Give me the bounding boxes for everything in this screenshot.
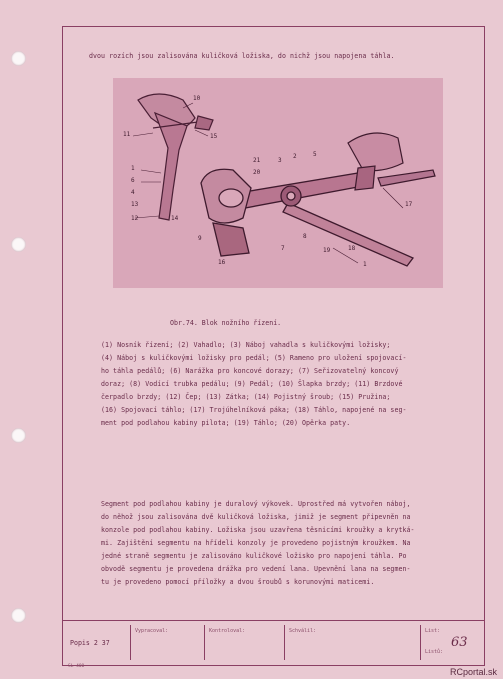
figure-label: 10 [193,95,201,102]
figure-label: 1 [131,165,135,172]
figure-label: 16 [218,259,226,266]
figure-label: 7 [281,245,285,252]
figure-label: 3 [278,157,282,164]
body-line: do něhož jsou zalisována dvě kuličková ložiska, jimiž je segment připevněn na [101,513,411,521]
figure-label: 18 [348,245,356,252]
figure-label: 12 [131,215,139,222]
figure-label: 4 [131,189,135,196]
figure-label: 13 [131,201,139,208]
figure-label: 11 [123,131,131,138]
body-line: obvodě segmentu je provedena drážka pro vedení lana. Upevnění lana na segmen- [101,565,411,573]
legend-line: doraz; (8) Vodící trubka pedálu; (9) Pedál; (10) Šlapka brzdy; (11) Brzdové [101,380,403,388]
body-line: mi. Zajištění segmentu na hřídeli konzoly je provedeno pojistným kroužkem. Na [101,539,411,547]
punch-hole [11,237,26,252]
corner-mark: SL 400 [68,664,85,669]
page-number: 63 [451,635,468,650]
legend-line: čerpadlo brzdy; (12) Čep; (13) Zátka; (14) Pojistný šroub; (15) Pružina; [101,393,391,401]
figure-label: 9 [198,235,202,242]
figure-caption: Obr.74. Blok nožního řízení. [170,319,282,327]
figure-label: 20 [253,169,261,176]
figure-label: 19 [323,247,331,254]
vypracoval-label: Vypracoval: [135,628,169,634]
figure-label: 2 [293,153,297,160]
title-block-divider [62,620,485,621]
figure-label: 14 [171,215,179,222]
pedal-block-drawing [113,78,443,288]
legend-line: (16) Spojovací táhlo; (17) Trojúhelníková páka; (18) Táhlo, napojené na seg- [101,406,407,414]
kontroloval-cell [204,625,275,660]
vypracoval-cell [130,625,193,660]
body-line: tu je provedeno pomocí příložky a dvou šroubů s korunovými maticemi. [101,578,375,586]
sheet-cell [420,625,486,660]
listu-label: Listů: [425,649,444,655]
legend-line: (1) Nosník řízení; (2) Vahadlo; (3) Náboj vahadla s kuličkovými ložisky; [101,341,391,349]
figure-label: 1 [363,261,367,268]
schvalil-cell [284,625,421,660]
legend-line: (4) Náboj s kuličkovými ložisky pro pedál; (5) Rameno pro uložení spojovací- [101,354,407,362]
legend-line: ment pod podlahou kabiny pilota; (19) Táhlo; (20) Opěrka paty. [101,419,351,427]
document-code: Popis 2 37 [70,639,110,647]
watermark-footer: RCportal.sk [449,667,497,677]
figure-label: 6 [131,177,135,184]
body-line: jedné straně segmentu je zalisováno kuličkové ložisko pro napojení táhla. Po [101,552,407,560]
kontroloval-label: Kontroloval: [209,628,246,634]
figure-label: 17 [405,201,413,208]
body-line: Segment pod podlahou kabiny je duralový výkovek. Uprostřed má vytvořen náboj, [101,500,411,508]
punch-hole [11,608,26,623]
punch-hole [11,51,26,66]
list-label: List: [425,628,441,634]
pedal-block-figure [113,78,443,288]
figure-label: 15 [210,133,218,140]
legend-line: ho táhla pedálů; (6) Narážka pro koncové dorazy; (7) Seřizovatelný koncový [101,367,399,375]
figure-label: 5 [313,151,317,158]
schvalil-label: Schválil: [289,628,317,634]
title-block [62,625,485,660]
figure-label: 8 [303,233,307,240]
punch-hole [11,428,26,443]
top-text-line: dvou rozích jsou zalisována kuličková ložiska, do nichž jsou napojena táhla. [89,52,395,60]
body-line: konzole pod podlahou kabiny. Ložiska jsou uzavřena těsnicími kroužky a krytká- [101,526,415,534]
figure-label: 21 [253,157,261,164]
